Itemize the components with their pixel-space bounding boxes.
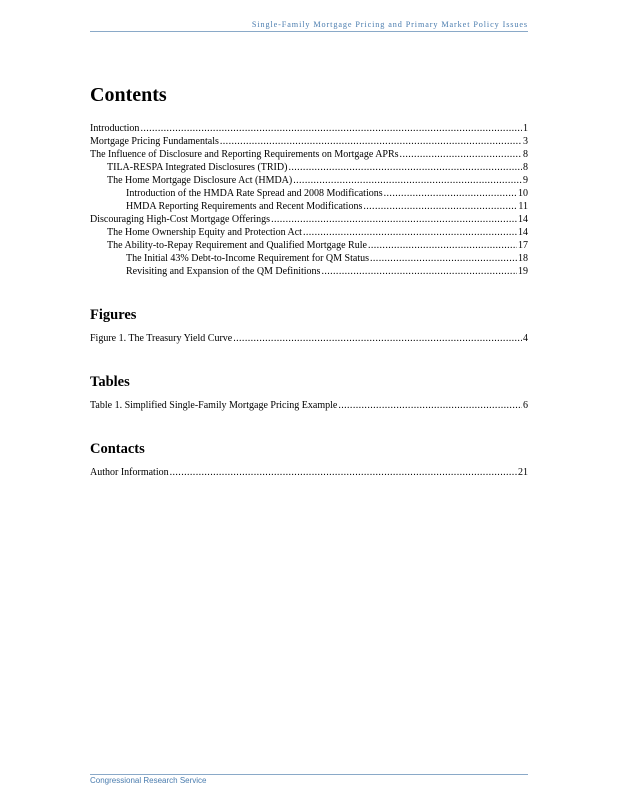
contacts-section	[90, 440, 528, 479]
toc-page-number: 11	[518, 201, 528, 212]
toc-dot-leader	[140, 122, 522, 135]
toc-dot-leader	[220, 135, 522, 148]
toc-entry	[90, 265, 528, 278]
toc-page-number: 3	[523, 136, 528, 147]
toc-dot-leader	[384, 187, 517, 200]
toc-entry-link[interactable]: The Initial 43% Debt-to-Income Requirement for QM Status	[126, 253, 369, 264]
figures-list	[90, 332, 528, 345]
header-rule	[90, 31, 528, 32]
toc-entry	[90, 200, 528, 213]
toc-entry	[90, 226, 528, 239]
toc-entry-link[interactable]: Discouraging High-Cost Mortgage Offerings	[90, 214, 271, 225]
toc-entry	[90, 161, 528, 174]
toc-entry	[90, 239, 528, 252]
toc-entry-link[interactable]: TILA-RESPA Integrated Disclosures (TRID)	[107, 162, 288, 173]
toc-entry	[90, 213, 528, 226]
toc-page-number: 10	[518, 188, 528, 199]
toc-entry-link[interactable]: Table 1. Simplified Single-Family Mortgage Pricing Example	[90, 400, 338, 411]
toc-entry-link[interactable]: The Home Mortgage Disclosure Act (HMDA)	[107, 175, 293, 186]
toc-entry-link[interactable]: Figure 1. The Treasury Yield Curve	[90, 333, 233, 344]
toc-page-number: 17	[518, 240, 528, 251]
toc-page-number: 4	[523, 333, 528, 344]
toc-page-number: 9	[523, 175, 528, 186]
toc-entry-link[interactable]: Author Information	[90, 467, 169, 478]
contacts-heading: Contacts	[90, 441, 145, 457]
toc-dot-leader	[400, 148, 522, 161]
toc-entry-link[interactable]: HMDA Reporting Requirements and Recent Modifications	[126, 201, 363, 212]
toc-dot-leader	[363, 200, 517, 213]
toc-dot-leader	[293, 174, 522, 187]
toc-page-number: 19	[518, 266, 528, 277]
footer-text: Congressional Research Service	[90, 776, 207, 785]
toc-entry	[90, 148, 528, 161]
toc-page-number: 21	[518, 467, 528, 478]
toc-entry-link[interactable]: Introduction of the HMDA Rate Spread and 2008 Modifications	[126, 188, 383, 199]
toc-page-number: 1	[523, 123, 528, 134]
toc-dot-leader	[271, 213, 517, 226]
toc-dot-leader	[233, 332, 522, 345]
toc-entry	[90, 399, 528, 412]
toc-entry	[90, 187, 528, 200]
footer-rule	[90, 774, 528, 775]
toc-entry-link[interactable]: The Influence of Disclosure and Reporting Requirements on Mortgage APRs	[90, 149, 399, 160]
figures-heading: Figures	[90, 307, 137, 323]
contents-heading: Contents	[90, 84, 167, 106]
toc-page-number: 8	[523, 162, 528, 173]
toc-entry	[90, 466, 528, 479]
toc-entry-link[interactable]: Mortgage Pricing Fundamentals	[90, 136, 219, 147]
toc-dot-leader	[288, 161, 522, 174]
tables-heading: Tables	[90, 374, 130, 390]
toc-page-number: 8	[523, 149, 528, 160]
tables-section	[90, 373, 528, 412]
contacts-list	[90, 466, 528, 479]
toc-entry	[90, 122, 528, 135]
toc-entry-link[interactable]: The Ability-to-Repay Requirement and Qualified Mortgage Rule	[107, 240, 367, 251]
toc-page-number: 14	[518, 227, 528, 238]
toc-dot-leader	[370, 252, 517, 265]
figures-section	[90, 306, 528, 345]
toc-page-content	[90, 82, 528, 479]
toc-entry	[90, 174, 528, 187]
contents-section	[90, 82, 528, 278]
toc-dot-leader	[303, 226, 517, 239]
toc-page-number: 14	[518, 214, 528, 225]
toc-dot-leader	[170, 466, 517, 479]
toc-entry	[90, 252, 528, 265]
toc-page-number: 18	[518, 253, 528, 264]
toc-entry-link[interactable]: The Home Ownership Equity and Protection Act	[107, 227, 302, 238]
running-header: Single-Family Mortgage Pricing and Primary Market Policy Issues	[251, 20, 528, 29]
toc-page-number: 6	[523, 400, 528, 411]
toc-entry-link[interactable]: Revisiting and Expansion of the QM Definitions	[126, 266, 321, 277]
toc-entry-link[interactable]: Introduction	[90, 123, 140, 134]
contents-list	[90, 122, 528, 278]
tables-list	[90, 399, 528, 412]
toc-dot-leader	[368, 239, 517, 252]
toc-entry	[90, 135, 528, 148]
toc-dot-leader	[321, 265, 517, 278]
toc-dot-leader	[338, 399, 522, 412]
toc-entry	[90, 332, 528, 345]
